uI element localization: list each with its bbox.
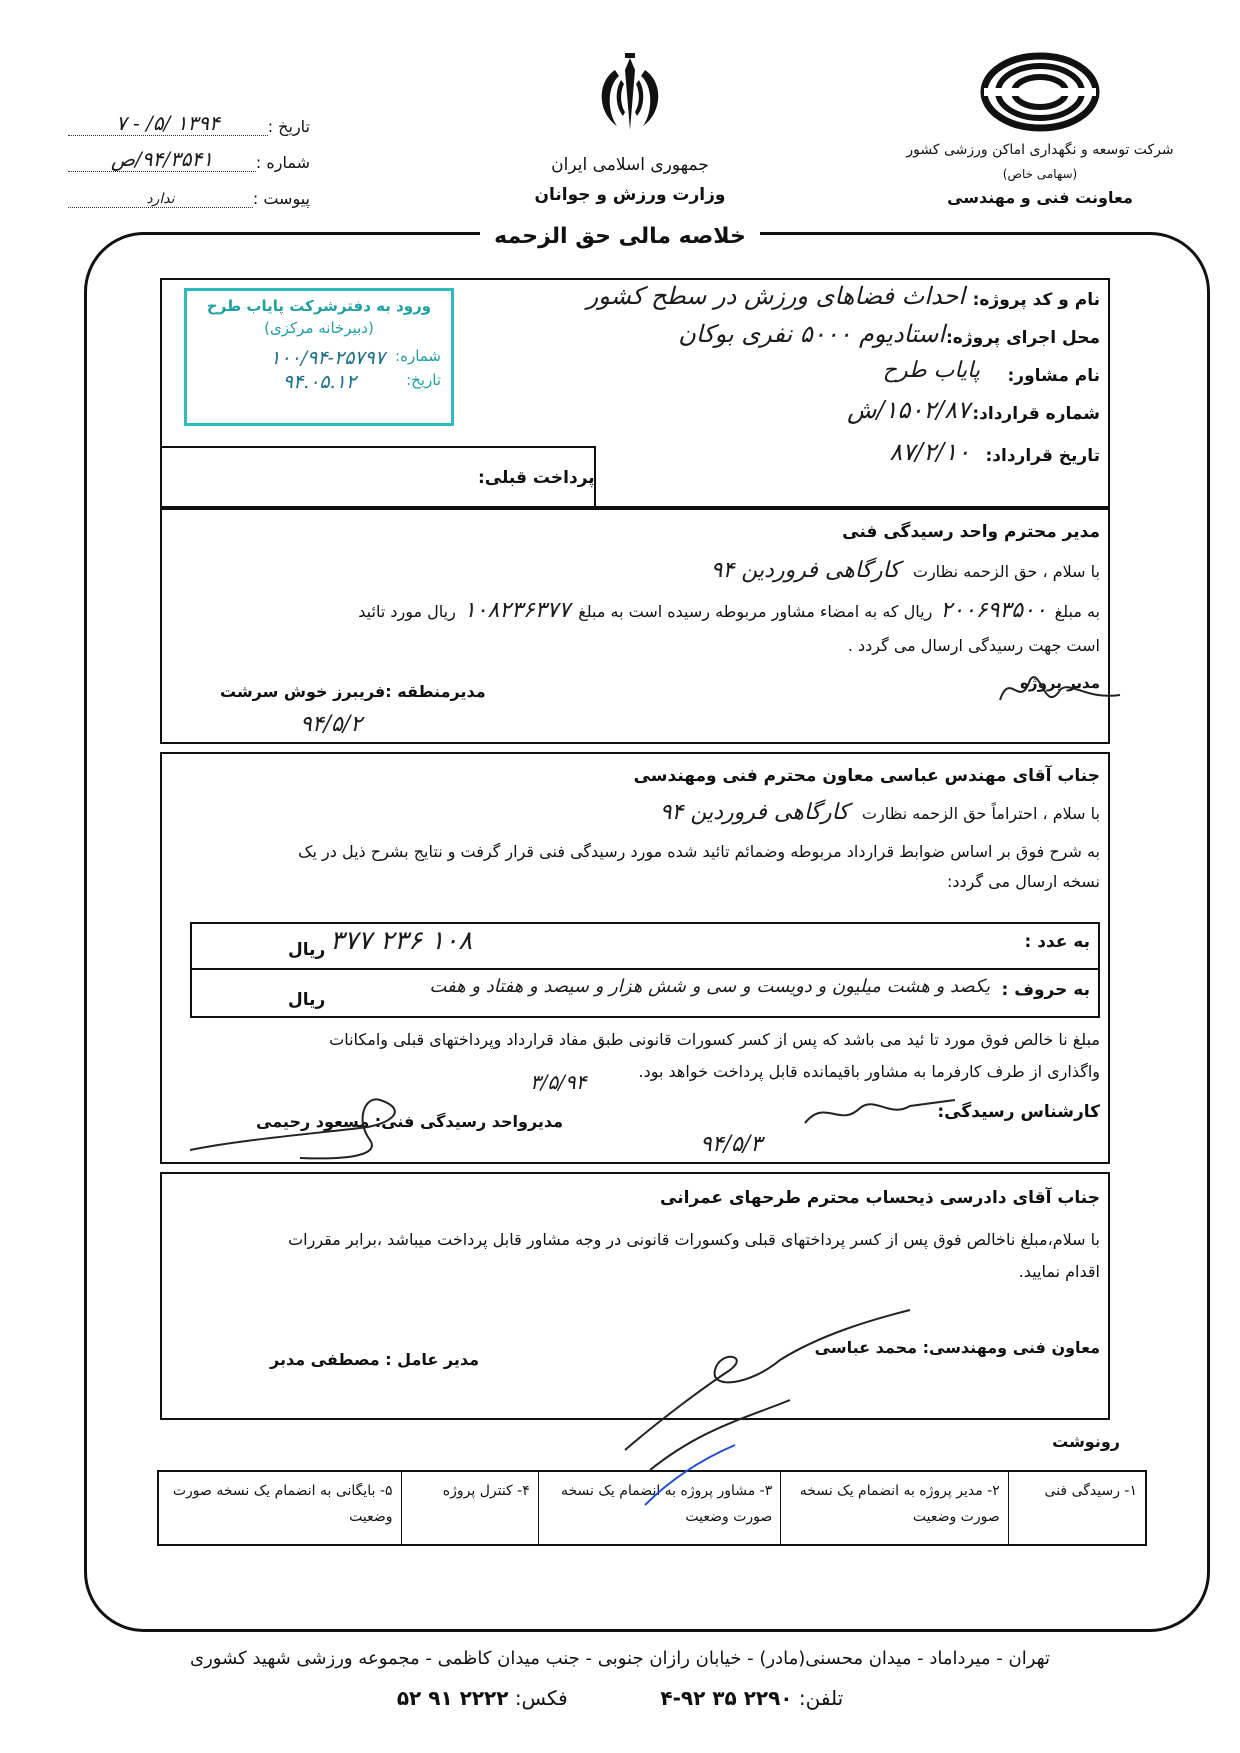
regional-manager-label: مدیرمنطقه :فریبرز خوش سرشت <box>220 682 486 701</box>
section2-line1-prefix: با سلام ، احتراماً حق الزحمه نظارت <box>861 804 1100 823</box>
phone-value: ۲۲۹۰ ۳۵ ۹۲-۴ <box>660 1686 793 1710</box>
stamp-line1: ورود به دفترشرکت پایاب طرح <box>206 297 432 315</box>
title-wrap <box>0 224 1240 249</box>
cc-item: ۱- رسیدگی فنی <box>1008 1472 1145 1544</box>
amount-words-value: یکصد و هشت میلیون و دویست و سی و شش هزار و سیصد و هفتاد و هفت <box>429 976 990 997</box>
document-title: خلاصه مالی حق الزحمه <box>480 224 760 249</box>
section2-line1 <box>660 800 1100 825</box>
fax-value: ۲۲۲۲ ۹۱ ۵۲ <box>396 1686 509 1710</box>
consultant-value: پایاب طرح <box>882 358 980 383</box>
amount-divider <box>190 968 1100 970</box>
contract-number-label: شماره قرارداد: <box>972 404 1100 424</box>
section2-heading: جناب آقای مهندس عباسی معاون محترم فنی ومهندسی <box>633 766 1100 786</box>
contract-number-value: ۱۵۰۲/۸۷/ش <box>847 396 970 424</box>
unit-manager-date: ۳/۵/۹۴ <box>530 1070 587 1094</box>
cc-item: ۲- مدیر پروژه به انضمام یک نسخه صورت وضعیت <box>780 1472 1007 1544</box>
cc-item: ۳- مشاور پروژه به انضمام یک نسخه صورت وضعیت <box>538 1472 781 1544</box>
republic-name: جمهوری اسلامی ایران <box>551 155 709 175</box>
company-name: شرکت توسعه و نگهداری اماکن ورزشی کشور <box>906 142 1174 158</box>
section-technical-review-request <box>160 508 1110 744</box>
section1-line1-prefix: با سلام ، حق الزحمه نظارت <box>912 562 1100 581</box>
project-manager-signature-icon <box>990 660 1130 720</box>
section3-line1: با سلام،مبلغ ناخالص فوق پس از کسر پرداختهای قبلی وکسورات قانونی در وجه مشاور قابل پرداخت میباشد ،برابر مقررات <box>288 1230 1100 1249</box>
amount-number-value: ۱۰۸ ۲۳۶ ۳۷۷ <box>330 926 473 956</box>
iran-emblem-icon <box>585 50 675 140</box>
reviewer-label: کارشناس رسیدگی: <box>937 1102 1100 1122</box>
department-name: معاونت فنی و مهندسی <box>947 188 1133 207</box>
date-label: تاریخ : <box>267 117 310 136</box>
section2-note2: واگذاری از طرف کارفرما به مشاور باقیمانده قابل پرداخت خواهد بود. <box>638 1062 1100 1081</box>
date-value: ۱۳۹۴ /۵/ - ۷ <box>68 111 268 136</box>
section2-note1: مبلغ نا خالص فوق مورد تا ئید می باشد که پس از کسر کسورات قانونی طبق مفاد قرارداد وپرداختهای قبلی وامکانات <box>329 1030 1100 1049</box>
section1-line3: است جهت رسیدگی ارسال می گردد . <box>847 636 1100 655</box>
unit-manager-signature-icon <box>180 1080 440 1170</box>
section1-line2-c: ریال مورد تائید <box>358 602 456 621</box>
section2-line2: به شرح فوق بر اساس ضوابط قرارداد مربوطه وضمائم تائید شده مورد رسیدگی فنی قرار گرفت و نتایج بشرح ذیل در یک <box>298 842 1100 861</box>
amount-box <box>190 922 1100 1018</box>
section1-line2-a: به مبلغ <box>1054 602 1100 621</box>
unit-manager-label: مدیرواحد رسیدگی فنی: مسعود رحیمی <box>256 1112 564 1131</box>
phone-label: تلفن: <box>798 1686 844 1710</box>
section1-amount-submitted: ۲۰۰۶۹۳۵۰۰ <box>940 598 1047 623</box>
consultant-label: نام مشاور: <box>1007 366 1100 386</box>
section1-line2-b: ریال که به امضاء مشاور مربوطه رسیده است به مبلغ <box>578 602 933 621</box>
cc-item: ۴- کنترل پروژه <box>401 1472 538 1544</box>
stamp-date-value: ۹۴.۰۵.۱۲ <box>282 371 357 393</box>
section3-line2: اقدام نمایید. <box>1018 1262 1100 1281</box>
number-label: شماره : <box>255 153 310 172</box>
project-manager-label: مدیر پروژه <box>1020 674 1100 692</box>
regional-manager-date: ۹۴/۵/۲ <box>300 712 363 737</box>
project-name-value: احداث فضاهای ورزش در سطح کشور <box>586 282 965 310</box>
ministry-name: وزارت ورزش و جوانان <box>534 185 726 205</box>
deputy-label: معاون فنی ومهندسی: محمد عباسی <box>814 1338 1100 1357</box>
section3-heading: جناب آقای دادرسی ذیحساب محترم طرحهای عمرانی <box>660 1188 1100 1208</box>
section1-heading: مدیر محترم واحد رسیدگی فنی <box>842 522 1100 542</box>
attachment-value: ندارد <box>68 191 253 208</box>
reviewer-date: ۹۴/۵/۳ <box>700 1132 763 1157</box>
stamp-number-label: شماره: <box>395 347 441 365</box>
section1-line1 <box>711 558 1100 583</box>
stamp-line2: (دبیرخانه مرکزی) <box>264 319 374 337</box>
ceo-label: مدیر عامل : مصطفی مدبر <box>270 1350 479 1369</box>
stamp-number-value: ۱۰۰/۹۴-۲۵۷۹۷ <box>270 347 386 369</box>
project-location-value: استادیوم ۵۰۰۰ نفری بوکان <box>678 320 945 348</box>
section2-line3: نسخه ارسال می گردد: <box>947 872 1100 891</box>
ministry-header <box>480 150 780 210</box>
amount-number-label: به عدد : <box>1024 932 1090 952</box>
amount-words-label: به حروف : <box>1001 980 1090 1000</box>
number-value: ۹۴/۳۵۴۱/ص <box>68 147 256 172</box>
amount-words-rial: ریال <box>288 990 326 1010</box>
company-header <box>900 138 1180 210</box>
reviewer-signature-icon <box>800 1088 960 1138</box>
amount-number-rial: ریال <box>288 940 326 960</box>
attachment-label: پیوست : <box>252 189 310 208</box>
section1-amount-approved: ۱۰۸۲۳۶۳۷۷ <box>463 598 571 623</box>
contract-date-value: ۸۷/۲/۱۰ <box>889 438 970 466</box>
company-logo-icon <box>980 52 1100 132</box>
footer-address: تهران - میرداماد - میدان محسنی(مادر) - خیابان رازان جنوبی - جنب میدان کاظمی - مجموعه ورزشی شهید کشوری <box>190 1648 1050 1669</box>
stamp-date-label: تاریخ: <box>406 371 441 389</box>
section1-line2 <box>170 598 1100 623</box>
fax-label: فکس: <box>514 1686 568 1710</box>
section1-line1-hand: کارگاهی فروردین ۹۴ <box>710 558 900 583</box>
project-location-label: محل اجرای پروژه: <box>946 328 1100 348</box>
cc-label: رونوشت <box>1052 1432 1120 1451</box>
section2-line1-hand: کارگاهی فروردین ۹۴ <box>659 800 849 825</box>
footer-contact <box>0 1686 1240 1710</box>
previous-payment-label: پرداخت قبلی: <box>478 468 595 488</box>
company-type: (سهامی خاص) <box>1002 167 1078 181</box>
blue-pen-mark-icon <box>640 1440 740 1510</box>
contract-date-label: تاریخ قرارداد: <box>985 446 1100 466</box>
project-name-label: نام و کد پروژه: <box>972 290 1100 310</box>
letter-meta <box>60 100 310 208</box>
cc-item: ۵- بایگانی به انضمام یک نسخه صورت وضعیت <box>172 1483 393 1525</box>
registry-stamp <box>184 288 454 426</box>
